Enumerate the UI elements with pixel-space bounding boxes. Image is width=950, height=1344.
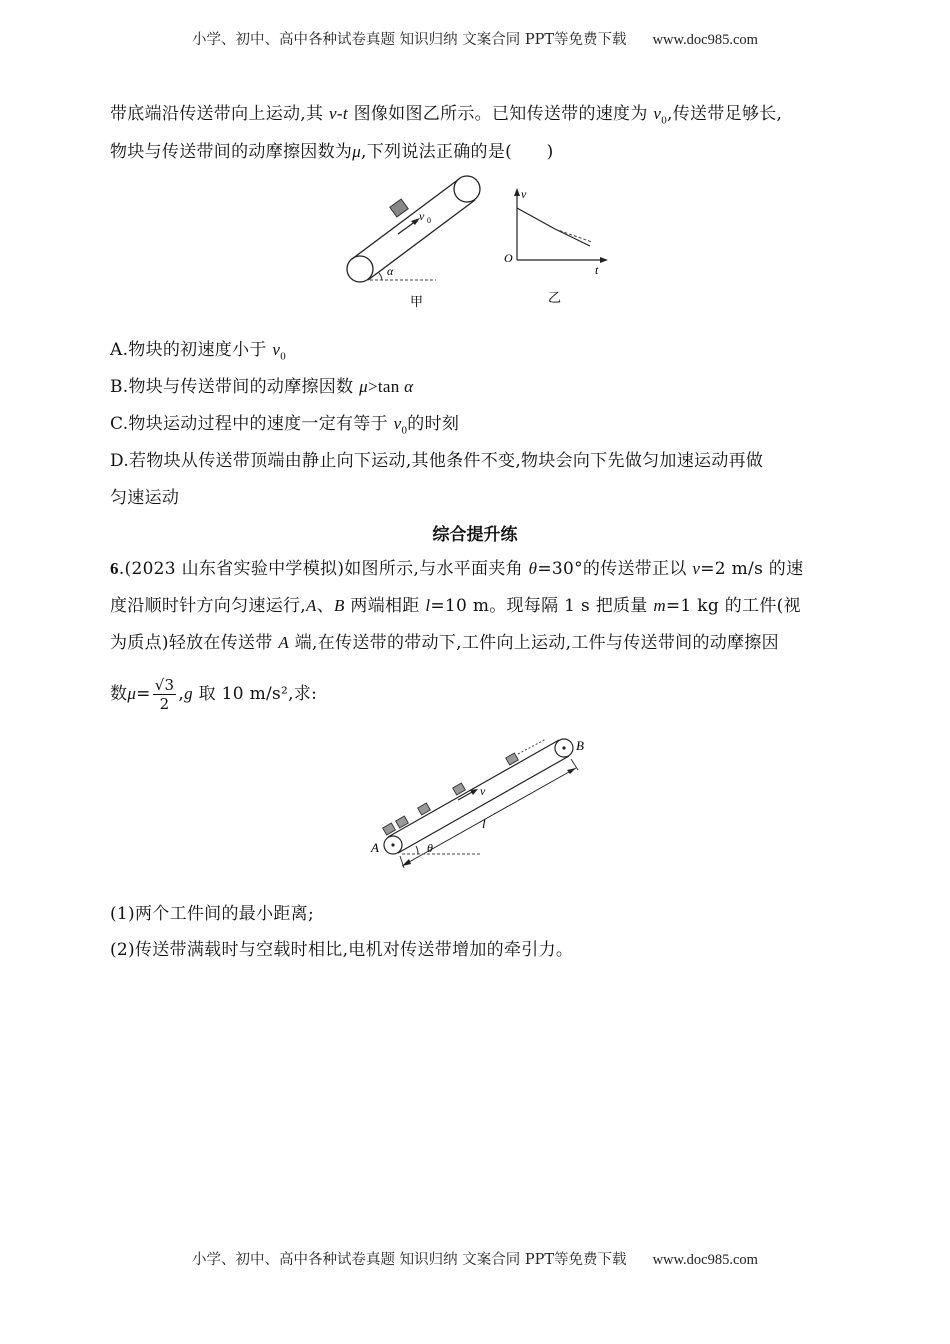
figure-yi-caption: 乙 xyxy=(548,291,562,306)
header-url[interactable]: www.doc985.com xyxy=(652,32,758,48)
q6-line2: 度沿顺时针方向匀速运行,A、B 两端相距 l=10 m。现每隔 1 s 把质量 m=1 kg 的工件(视 xyxy=(110,596,801,616)
origin-label: O xyxy=(504,251,513,265)
footer-text: 小学、初中、高中各种试卷真题 知识归纳 文案合同 PPT等免费下载 xyxy=(192,1252,627,1268)
q5-stem-line1: 带底端沿传送带向上运动,其 v-t 图像如图乙所示。已知传送带的速度为 $v_0$,传送带足够长, xyxy=(110,104,783,127)
q6-line1: 6.(2023 山东省实验中学模拟)如图所示,与水平面夹角 θ=30°的传送带正以 v=2 m/s 的速 xyxy=(110,559,804,579)
alpha-label: α xyxy=(387,264,394,278)
page-header xyxy=(0,28,950,49)
q5-option-b: B.物块与传送带间的动摩擦因数 μ>tan α xyxy=(110,377,414,397)
v-axis-label: v xyxy=(521,187,527,201)
v0-label: v xyxy=(419,209,425,223)
q5-option-a: A.物块的初速度小于 $v_0$ xyxy=(110,340,287,363)
section-title: 综合提升练 xyxy=(432,525,518,545)
fig-theta-label: θ xyxy=(427,841,433,855)
vt-curve xyxy=(517,208,590,246)
fig-a-label: A xyxy=(371,840,379,855)
q5-figure-jia xyxy=(340,168,490,310)
q5-stem-line2: 物块与传送带间的动摩擦因数为μ,下列说法正确的是( ) xyxy=(110,142,554,162)
q5-option-c: C.物块运动过程中的速度一定有等于 $v_0$的时刻 xyxy=(110,414,460,437)
q6-line4: 数μ= $\frac{√3}{2}$ ,g 取 10 m/s²,求: xyxy=(110,676,318,713)
q6-figure xyxy=(366,728,596,870)
q6-line3: 为质点)轻放在传送带 A 端,在传送带的带动下,工件向上运动,工件与传送带间的动摩擦因 xyxy=(110,633,779,653)
fig-l-label: l xyxy=(482,816,486,831)
q5-figure-yi xyxy=(500,186,610,310)
q6-sub2: (2)传送带满载时与空载时相比,电机对传送带增加的牵引力。 xyxy=(110,940,574,960)
t-axis-label: t xyxy=(595,263,599,277)
mu-fraction: $\frac{√3}{2}$ xyxy=(154,676,175,713)
fig-b-label: B xyxy=(576,738,584,753)
q6-sub1: (1)两个工件间的最小距离; xyxy=(110,904,315,924)
lower-roller xyxy=(347,256,373,282)
block xyxy=(390,199,408,217)
footer-url[interactable]: www.doc985.com xyxy=(652,1252,758,1268)
fig-v-label: v xyxy=(480,784,486,798)
page-footer xyxy=(0,1248,950,1269)
header-text: 小学、初中、高中各种试卷真题 知识归纳 文案合同 PPT等免费下载 xyxy=(192,32,627,48)
q5-option-d-line1: D.若物块从传送带顶端由静止向下运动,其他条件不变,物块会向下先做匀加速运动再做 xyxy=(110,451,764,471)
q5-option-d-line2: 匀速运动 xyxy=(110,488,180,508)
figure-jia-caption: 甲 xyxy=(410,295,424,310)
svg-text:0: 0 xyxy=(427,216,431,225)
